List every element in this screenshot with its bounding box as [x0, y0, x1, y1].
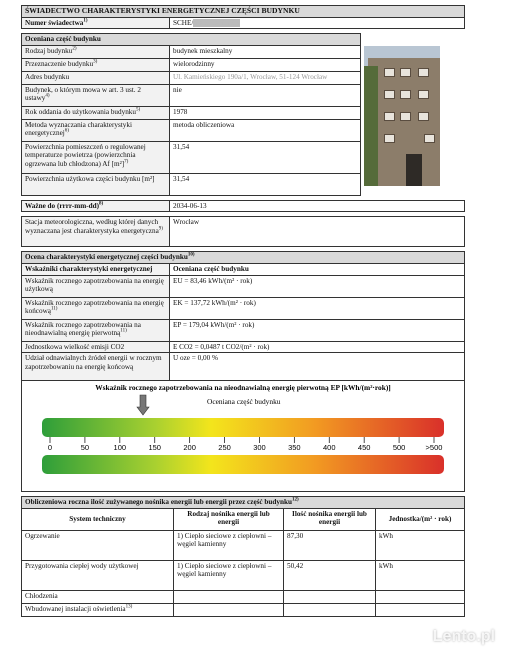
col-header: Rodzaj nośnika energii lub energii: [174, 508, 284, 530]
system-cell: Chłodzenia: [22, 590, 174, 603]
rating-row-label: Wskaźnik rocznego zapotrzebowania na energię użytkową: [22, 275, 170, 297]
tick-group: [48, 437, 443, 452]
row-value: metoda obliczeniowa: [170, 119, 361, 141]
valid-until-table: [21, 200, 465, 213]
tick-label: 250: [218, 443, 231, 453]
document-title: ŚWIADECTWO CHARAKTERYSTYKI ENERGETYCZNEJ CZĘŚCI BUDYNKU: [22, 6, 465, 18]
unit-cell: [376, 603, 465, 616]
marker-arrow: [137, 395, 149, 415]
rating-table: [21, 251, 465, 381]
rating-row-label: Wskaźnik rocznego zapotrzebowania na energię końcową$^{11)}$: [22, 297, 170, 319]
amount-cell: 87,30: [284, 530, 376, 560]
energy-use-header: Obliczeniowa roczna ilość zużywanego nośnika energii lub energii przez część budynku$^{12)}$: [22, 497, 465, 509]
row-label: Powierzchnia pomieszczeń o regulowanej temperaturze powietrza (powierzchnia ogrzewana lub chłodzona) Af $[m^2]^{7)}$: [22, 141, 170, 173]
rating-row-label: Jednostkowa wielkość emisji CO2: [22, 341, 170, 353]
ep-scale-chart: [21, 381, 465, 492]
unit-cell: kWh: [376, 560, 465, 590]
rating-row-value: EU = 83,46 kWh/(m² · rok): [170, 275, 465, 297]
row-label: Przeznaczenie budynku$^{3)}$: [22, 58, 170, 71]
amount-cell: [284, 590, 376, 603]
unit-cell: [376, 590, 465, 603]
rating-row-label: Wskaźnik rocznego zapotrzebowania na nieodnawialną energię pierwotną$^{11)}$: [22, 319, 170, 341]
system-cell: Ogrzewanie: [22, 530, 174, 560]
col-header: System techniczny: [22, 508, 174, 530]
rating-header: Ocena charakterystyki energetycznej części budynku$^{10)}$: [22, 252, 465, 264]
address-value: Ul. Kamieńskiego 190a/1, Wrocław, 51-124 Wrocław: [170, 71, 361, 84]
rating-row-value: EK = 137,72 kWh/(m² · rok): [170, 297, 465, 319]
energy-use-table: [21, 496, 465, 617]
redacted-block: XXXXXXXXX: [193, 18, 241, 27]
weather-station-label: Stacja meteorologiczna, według której danych wyznaczana jest charakterystyka energetyczna$^{9)}$: [22, 217, 170, 247]
tick-label: 400: [323, 443, 336, 453]
cert-number-label: Numer świadectwa$^{1)}$: [22, 17, 170, 29]
row-label: Powierzchnia użytkowa części budynku [m²]: [22, 173, 170, 195]
chart-title: Wskaźnik rocznego zapotrzebowania na nieodnawialną energię pierwotną EP [kWh/(m²·rok)]: [95, 383, 391, 393]
marker-arrow-shape: [137, 395, 149, 415]
tick-label: 100: [113, 443, 127, 453]
marker-label: Oceniana część budynku: [207, 397, 281, 407]
scale-bar-bottom: [42, 455, 444, 474]
row-label: Adres budynku: [22, 71, 170, 84]
unit-cell: kWh: [376, 530, 465, 560]
tick-label: 200: [183, 443, 196, 453]
col-header: Ilość nośnika energii lub energii: [284, 508, 376, 530]
weather-station-table: [21, 216, 465, 247]
row-value: nie: [170, 84, 361, 106]
weather-station-value: Wrocław: [170, 217, 465, 247]
tick-label: 50: [80, 443, 90, 453]
carrier-cell: [174, 590, 284, 603]
tick-label: >500: [425, 443, 443, 453]
carrier-cell: 1) Ciepło sieciowe z ciepłowni – węgiel kamienny: [174, 530, 284, 560]
cert-number-value: SCHE/XXXXXXXXX: [170, 17, 465, 29]
carrier-cell: [174, 603, 284, 616]
tick-label: 450: [357, 443, 371, 453]
carrier-cell: 1) Ciepło sieciowe z ciepłowni – węgiel kamienny: [174, 560, 284, 590]
system-cell: Wbudowanej instalacji oświetlenia$^{13)}$: [22, 603, 174, 616]
row-label: Metoda wyznaczania charakterystyki energetycznej$^{6)}$: [22, 119, 170, 141]
row-label: Rok oddania do użytkowania budynku$^{5)}$: [22, 106, 170, 119]
tick-label: 0: [47, 443, 53, 453]
tick-label: 300: [253, 443, 266, 453]
cert-number-table: [21, 17, 465, 30]
system-cell: Przygotowania ciepłej wody użytkowej: [22, 560, 174, 590]
tick-label: 150: [148, 443, 161, 453]
row-label: Budynek, o którym mowa w art. 3 ust. 2 ustawy$^{4)}$: [22, 84, 170, 106]
col-header: Jednostka/(m² · rok): [376, 508, 465, 530]
row-value: 31,54: [170, 173, 361, 195]
rating-row-value: E CO2 = 0,0487 t CO2/(m² · rok): [170, 341, 465, 353]
rating-row-value: EP = 179,04 kWh/(m² · rok): [170, 319, 465, 341]
tick-label: 350: [288, 443, 301, 453]
building-photo: [364, 46, 440, 186]
valid-until-value: 2034-06-13: [170, 200, 465, 212]
tick-label: 500: [392, 443, 406, 453]
rating-row-label: Udział odnawialnych źródeł energii w rocznym zapotrzebowaniu na energię końcową: [22, 353, 170, 381]
row-label: Rodzaj budynku$^{2)}$: [22, 45, 170, 58]
rating-row-value: U oze = 0,00 %: [170, 353, 465, 381]
rating-col1: Wskaźniki charakterystyki energetycznej: [22, 263, 170, 275]
assessed-part-header: Oceniana część budynku: [22, 34, 361, 46]
scale-bar-top: [42, 418, 444, 437]
ep-scale-svg: [22, 381, 464, 491]
amount-cell: [284, 603, 376, 616]
row-value: 1978: [170, 106, 361, 119]
amount-cell: 50,42: [284, 560, 376, 590]
valid-until-label: Ważne do (rrrr-mm-dd)$^{8)}$: [22, 200, 170, 212]
row-value: 31,54: [170, 141, 361, 173]
row-value: wielorodzinny: [170, 58, 361, 71]
rating-col2: Oceniana część budynku: [170, 263, 465, 275]
row-value: budynek mieszkalny: [170, 45, 361, 58]
watermark-logo: Lento.pl: [432, 628, 495, 645]
